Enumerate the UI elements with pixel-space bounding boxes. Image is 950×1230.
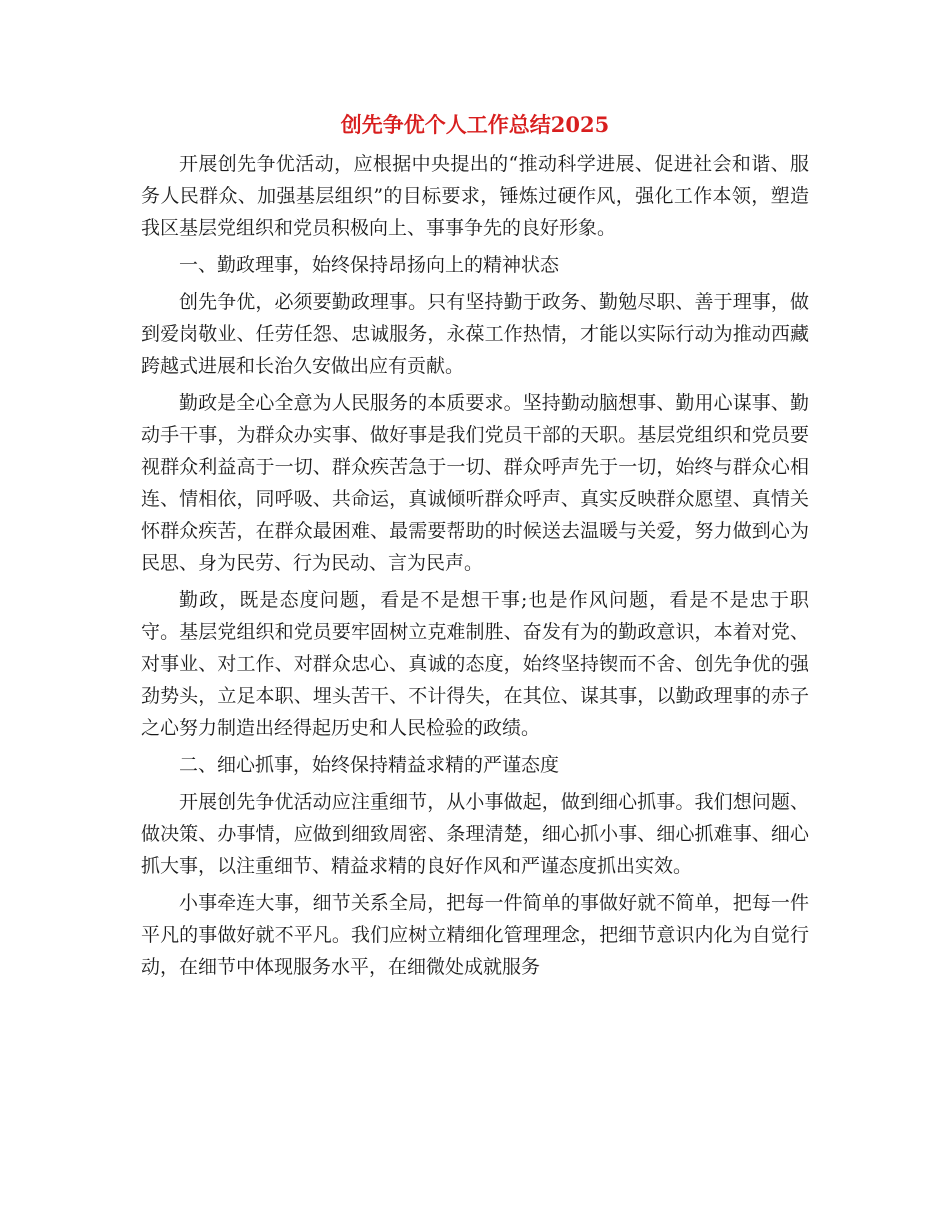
paragraph: 勤政是全心全意为人民服务的本质要求。坚持勤动脑想事、勤用心谋事、勤动手干事，为群众办实事、做好事是我们党员干部的天职。基层党组织和党员要视群众利益高于一切、群众疾苦急于一切、群众呼声先于一切，始终与群众心相连、情相依，同呼吸、共命运，真诚倾听群众呼声、真实反映群众愿望、真情关怀群众疾苦，在群众最困难、最需要帮助的时候送去温暖与关爱，努力做到心为民思、身为民劳、行为民动、言为民声。 [141,392,809,574]
section-heading-2: 二、细心抓事，始终保持精益求精的严谨态度 [179,754,560,776]
document-body [141,148,809,988]
paragraph: 小事牵连大事，细节关系全局，把每一件简单的事做好就不简单，把每一件平凡的事做好就不平凡。我们应树立精细化管理理念，把细节意识内化为自觉行动，在细节中体现服务水平，在细微处成就服务 [141,892,809,978]
section-heading-1: 一、勤政理事，始终保持昂扬向上的精神状态 [179,254,560,276]
paragraph: 创先争优，必须要勤政理事。只有坚持勤于政务、勤勉尽职、善于理事，做到爱岗敬业、任劳任怨、忠诚服务，永葆工作热情，才能以实际行动为推动西藏跨越式进展和长治久安做出应有贡献。 [141,291,809,377]
document-title: 创先争优个人工作总结2025 [340,112,610,137]
paragraph: 勤政，既是态度问题，看是不是想干事;也是作风问题，看是不是忠于职守。基层党组织和党员要牢固树立克难制胜、奋发有为的勤政意识，本着对党、对事业、对工作、对群众忠心、真诚的态度，始终坚持锲而不舍、创先争优的强劲势头，立足本职、埋头苦干、不计得失，在其位、谋其事，以勤政理事的赤子之心努力制造出经得起历史和人民检验的政绩。 [141,589,809,739]
paragraph-intro: 开展创先争优活动，应根据中央提出的“推动科学进展、促进社会和谐、服务人民群众、加强基层组织”的目标要求，锤炼过硬作风，强化工作本领，塑造我区基层党组织和党员积极向上、事事争先的良好形象。 [141,153,809,239]
paragraph: 开展创先争优活动应注重细节，从小事做起，做到细心抓事。我们想问题、做决策、办事情，应做到细致周密、条理清楚，细心抓小事、细心抓难事、细心抓大事，以注重细节、精益求精的良好作风和严谨态度抓出实效。 [141,791,809,877]
